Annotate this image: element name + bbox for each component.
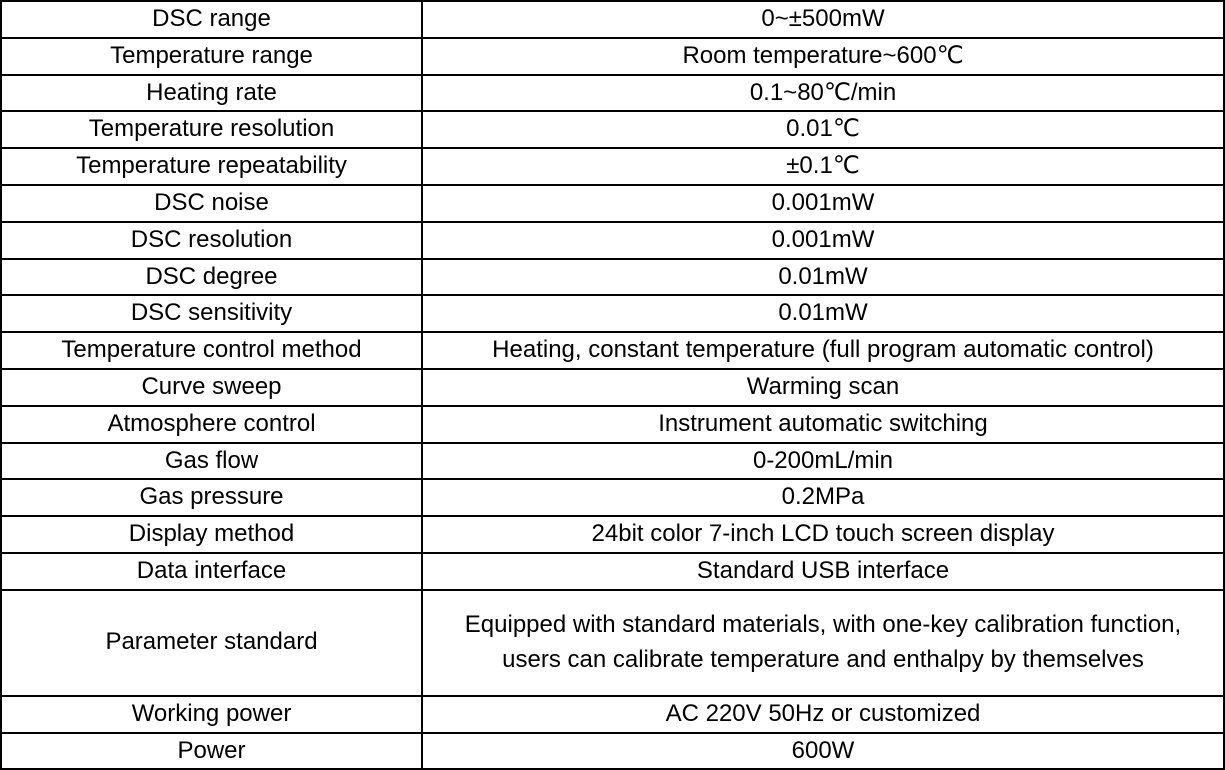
spec-value-text: 600W (791, 736, 855, 764)
spec-label-cell: Display method (1, 516, 422, 553)
spec-label-cell: DSC range (1, 1, 422, 38)
spec-value-cell (422, 733, 1224, 770)
spec-label-cell: Power (1, 733, 422, 770)
spec-value-cell (422, 479, 1224, 516)
spec-value-text: 0.1~80℃/min (749, 78, 897, 106)
spec-label-cell: Heating rate (1, 75, 422, 112)
spec-value-text: 24bit color 7-inch LCD touch screen display (591, 520, 1055, 548)
spec-value-text: 0~±500mW (761, 5, 885, 32)
spec-value-cell (422, 185, 1224, 222)
spec-label-cell: Gas flow (1, 443, 422, 480)
spec-value-text: AC 220V 50Hz or customized (665, 699, 981, 727)
spec-value-text: 0.01mW (778, 299, 868, 327)
spec-label-cell: DSC sensitivity (1, 295, 422, 332)
spec-value-text: Standard USB interface (696, 556, 950, 584)
spec-value-text: Warming scan (746, 372, 900, 400)
spec-label-cell: Temperature repeatability (1, 148, 422, 185)
spec-label-cell: Temperature control method (1, 332, 422, 369)
spec-value-text: 0.01mW (778, 262, 868, 290)
table-row (1, 479, 1224, 516)
spec-value-cell (422, 516, 1224, 553)
table-row (1, 553, 1224, 590)
spec-value-text: 0.01℃ (786, 115, 860, 143)
table-row (1, 733, 1224, 770)
table-row (1, 1, 1224, 38)
spec-label-cell: Temperature resolution (1, 111, 422, 148)
spec-value-cell (422, 696, 1224, 733)
spec-value-cell (422, 406, 1224, 443)
spec-value-cell (422, 295, 1224, 332)
spec-value-cell (422, 148, 1224, 185)
table-row (1, 516, 1224, 553)
table-row (1, 185, 1224, 222)
spec-value-text: ±0.1℃ (786, 152, 860, 180)
table-row (1, 295, 1224, 332)
spec-value-cell (422, 111, 1224, 148)
table-row (1, 443, 1224, 480)
table-row (1, 332, 1224, 369)
spec-value-cell (422, 553, 1224, 590)
spec-label-cell: Working power (1, 696, 422, 733)
table-row (1, 406, 1224, 443)
spec-value-cell (422, 38, 1224, 75)
spec-value-cell (422, 222, 1224, 259)
table-row (1, 222, 1224, 259)
spec-value-cell (422, 369, 1224, 406)
spec-table-body (1, 1, 1224, 769)
spec-label-cell: Data interface (1, 553, 422, 590)
table-row (1, 590, 1224, 696)
spec-value-cell (422, 75, 1224, 112)
spec-label-cell: DSC noise (1, 185, 422, 222)
spec-value-cell (422, 332, 1224, 369)
table-row (1, 259, 1224, 296)
spec-value-cell (422, 1, 1224, 38)
spec-value-text: 0.001mW (771, 225, 875, 253)
spec-label-cell: DSC degree (1, 259, 422, 296)
spec-value-text: 0-200mL/min (752, 446, 894, 474)
spec-value-text: 0.001mW (771, 188, 875, 216)
spec-label-cell: Gas pressure (1, 479, 422, 516)
spec-value-text: Room temperature~600℃ (682, 41, 964, 69)
spec-value-cell (422, 259, 1224, 296)
spec-label-cell: Parameter standard (1, 590, 422, 696)
table-row (1, 38, 1224, 75)
spec-label-cell: Temperature range (1, 38, 422, 75)
table-row (1, 369, 1224, 406)
table-row (1, 111, 1224, 148)
spec-value-text: Heating, constant temperature (full program automatic control) (492, 336, 1154, 364)
table-row (1, 696, 1224, 733)
table-row (1, 148, 1224, 185)
spec-value-text: Equipped with standard materials, with one-key calibration function, users can calibrate temperature and enthalpy by themselves (464, 610, 1182, 673)
spec-value-cell (422, 443, 1224, 480)
spec-value-text: Instrument automatic switching (658, 409, 988, 437)
table-row (1, 75, 1224, 112)
spec-label-cell: DSC resolution (1, 222, 422, 259)
spec-value-text: 0.2MPa (781, 483, 865, 511)
spec-label-cell: Curve sweep (1, 369, 422, 406)
spec-value-cell (422, 590, 1224, 696)
spec-label-cell: Atmosphere control (1, 406, 422, 443)
